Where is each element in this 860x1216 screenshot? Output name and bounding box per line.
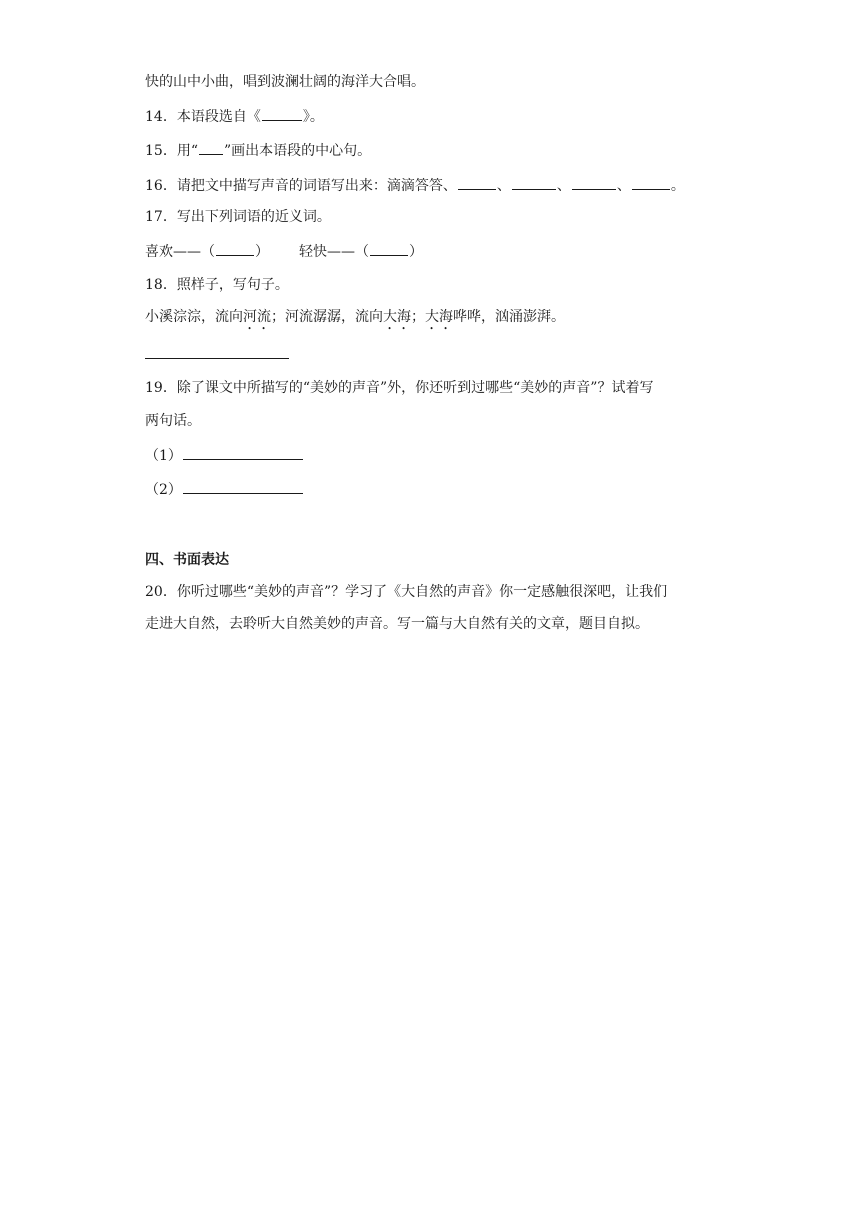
q16-blank-2[interactable] — [512, 175, 556, 190]
question-19-line-1: 19．除了课文中所描写的“美妙的声音”外，你还听到过哪些“美妙的声音”？试着写 — [145, 380, 654, 396]
q17-word-1-end: ） — [255, 244, 269, 260]
q16-sep: 、 — [496, 178, 511, 194]
q18-ex-dotted: 大海 — [425, 309, 453, 325]
q14-prefix: 14．本语段选自《 — [145, 109, 261, 125]
q18-answer-line[interactable] — [145, 358, 289, 359]
q18-ex-part: ；河流潺潺，流向 — [271, 309, 383, 325]
q18-ex-dotted: 大海 — [383, 309, 411, 325]
section-4-heading: 四、书面表达 — [145, 552, 229, 568]
question-19-line-2: 两句话。 — [145, 413, 201, 429]
question-16 — [145, 175, 685, 196]
q17-blank-1[interactable] — [216, 241, 254, 256]
q14-suffix: 》。 — [302, 109, 324, 125]
q19-answer-1[interactable] — [183, 445, 303, 460]
q16-sep: 、 — [556, 178, 571, 194]
q18-ex-part: 小溪淙淙，流向 — [145, 309, 243, 325]
q18-ex-part: ； — [411, 309, 425, 325]
q16-blank-4[interactable] — [632, 175, 670, 190]
q16-sep: 、 — [616, 178, 631, 194]
q19-item-1-label: （1） — [145, 448, 182, 464]
q15-prefix: 15．用“ — [145, 143, 198, 159]
q14-blank[interactable] — [262, 106, 302, 121]
q18-ex-part: 哗哗，汹涌澎湃。 — [453, 309, 565, 325]
q16-end: 。 — [670, 178, 685, 194]
q17-word-2: 轻快——（ — [299, 244, 369, 260]
intro-line: 快的山中小曲，唱到波澜壮阔的海洋大合唱。 — [145, 74, 425, 90]
q17-words — [145, 241, 423, 262]
q17-blank-2[interactable] — [370, 241, 408, 256]
q18-example — [145, 307, 565, 333]
q16-blank-1[interactable] — [458, 175, 496, 190]
q15-blank[interactable] — [199, 140, 223, 155]
q16-blank-3[interactable] — [572, 175, 616, 190]
q19-item-2 — [145, 479, 304, 500]
q17-word-2-end: ） — [409, 244, 423, 260]
question-15 — [145, 140, 371, 161]
q15-suffix: ”画出本语段的中心句。 — [223, 143, 372, 159]
question-14 — [145, 106, 324, 127]
question-20-line-1: 20．你听过哪些“美妙的声音”？学习了《大自然的声音》你一定感触很深吧，让我们 — [145, 584, 668, 600]
q19-item-2-label: （2） — [145, 482, 182, 498]
q19-answer-2[interactable] — [183, 479, 303, 494]
q16-text: 16．请把文中描写声音的词语写出来：滴滴答答、 — [145, 178, 457, 194]
q18-ex-dotted: 河流 — [243, 309, 271, 325]
question-20-line-2: 走进大自然，去聆听大自然美妙的声音。写一篇与大自然有关的文章，题目自拟。 — [145, 616, 649, 632]
q19-item-1 — [145, 445, 304, 466]
q17-word-1: 喜欢——（ — [145, 244, 215, 260]
question-17: 17．写出下列词语的近义词。 — [145, 209, 331, 225]
question-18: 18．照样子，写句子。 — [145, 277, 289, 293]
